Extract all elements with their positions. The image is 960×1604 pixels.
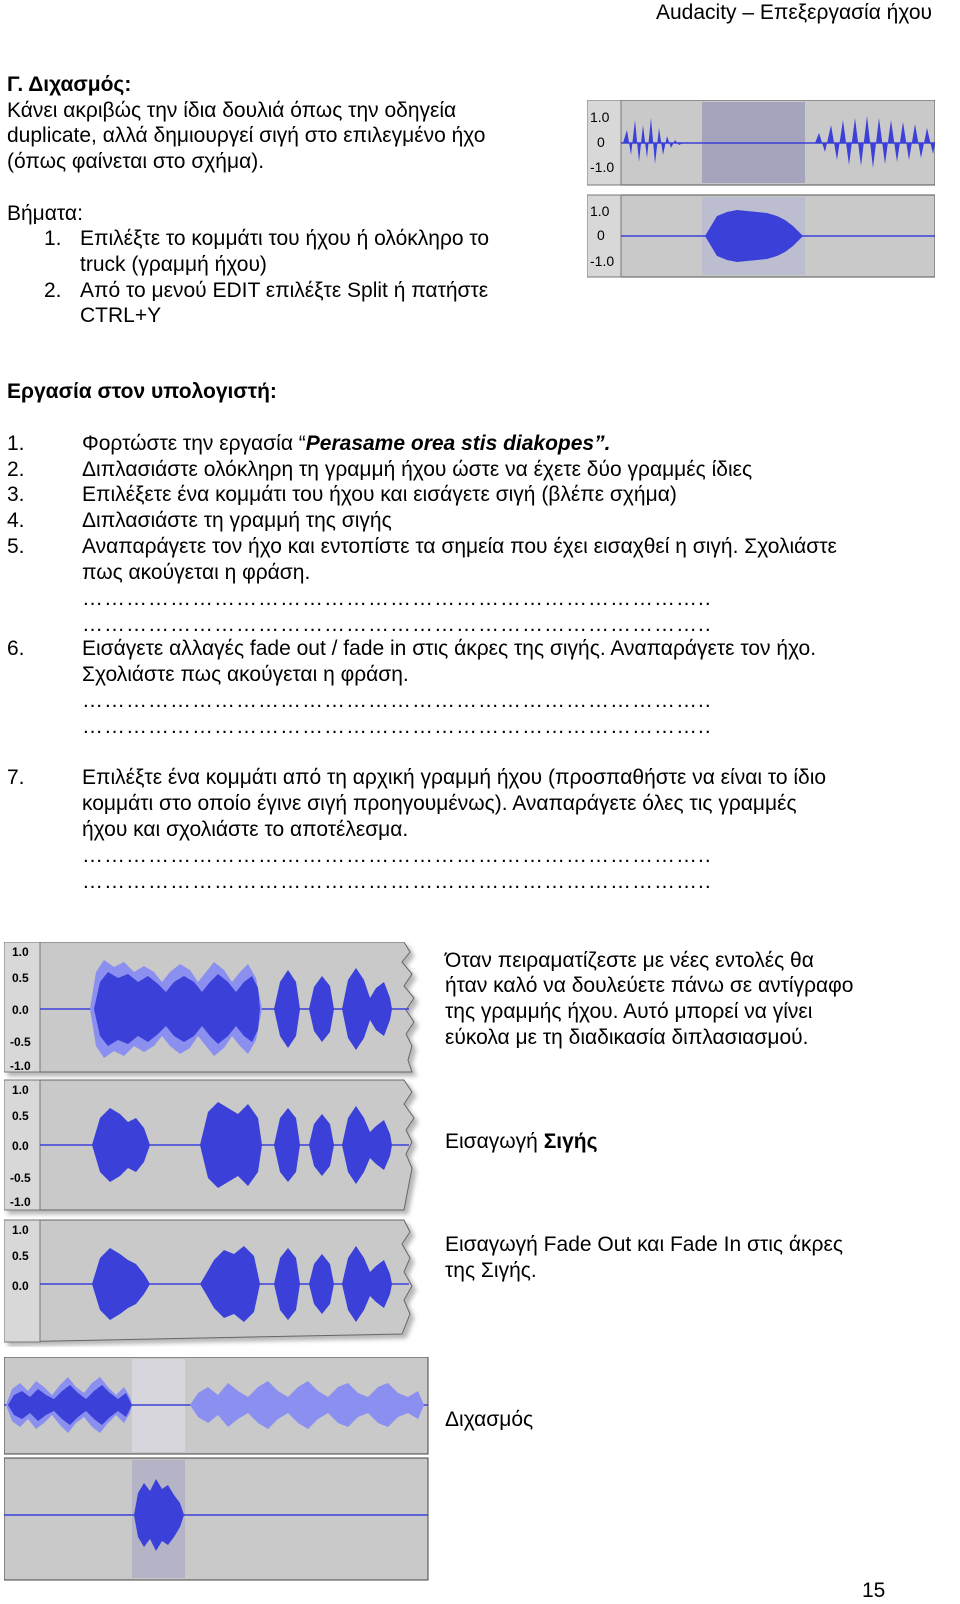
axis-tick: 0.5	[12, 971, 29, 985]
exercise-item-7-cont: ήχου και σχολιάστε το αποτέλεσμα.	[82, 818, 409, 841]
exercise-item-4: Διπλασιάστε τη γραμμή της σιγής	[82, 509, 392, 532]
axis-tick: -1.0	[10, 1059, 31, 1073]
exercise-item-6: Εισάγετε αλλαγές fade out / fade in στις άκρες της σιγής. Αναπαράγετε τον ήχο.	[82, 637, 817, 660]
step-text: Επιλέξτε το κομμάτι του ήχου ή ολόκληρο το	[80, 227, 490, 250]
section-desc-line: Κάνει ακριβώς την ίδια δουλιά όπως την οδηγεία	[7, 99, 457, 122]
exercise-item-6-cont: Σχολιάστε πως ακούγεται η φράση.	[82, 663, 409, 686]
note-caption-line: της γραμμής ήχου. Αυτό μπορεί να γίνει	[445, 1000, 813, 1023]
axis-tick: -1.0	[590, 253, 615, 269]
section-desc-line: (όπως φαίνεται στο σχήμα).	[7, 150, 265, 173]
axis-tick: 0.0	[12, 1279, 29, 1293]
fade-caption-line: της Σιγής.	[445, 1259, 537, 1282]
axis-tick: -0.5	[10, 1171, 31, 1185]
step-text: Από το μενού EDIT επιλέξτε Split ή πατήστε	[80, 279, 489, 302]
axis-tick: 1.0	[12, 1083, 29, 1097]
section-desc-line: duplicate, αλλά δημιουργεί σιγή στο επιλεγμένο ήχο	[7, 124, 486, 147]
item-number: 3.	[7, 483, 25, 506]
answer-dots: …………………………………………………………………………..	[82, 870, 712, 893]
axis-tick: 1.0	[12, 945, 29, 959]
waveform-tracks-illustration	[4, 942, 424, 1347]
axis-tick: -1.0	[10, 1195, 31, 1209]
fade-caption-line: Εισαγωγή Fade Out και Fade In στις άκρες	[445, 1233, 843, 1256]
exercise-item-1	[82, 431, 610, 457]
step-number: 2.	[44, 279, 62, 302]
axis-tick: -0.5	[10, 1035, 31, 1049]
split-tracks-illustration	[4, 1357, 430, 1582]
axis-tick: 0.0	[12, 1003, 29, 1017]
exercise-item-3: Επιλέξετε ένα κομμάτι του ήχου και εισάγετε σιγή (βλέπε σχήμα)	[82, 483, 677, 506]
axis-tick: 1.0	[590, 203, 610, 219]
step-text: CTRL+Y	[80, 304, 162, 327]
page-number: 15	[862, 1579, 886, 1602]
exercise-item-5-cont: πως ακούγεται η φράση.	[82, 561, 311, 584]
answer-dots: …………………………………………………………………………..	[82, 587, 712, 610]
answer-dots: …………………………………………………………………………..	[82, 844, 712, 867]
exercise-item-5: Αναπαράγετε τον ήχο και εντοπίστε τα σημεία που έχει εισαχθεί η σιγή. Σχολιάστε	[82, 535, 837, 558]
axis-tick: 1.0	[12, 1223, 29, 1237]
section-heading: Γ. Διχασμός:	[7, 73, 132, 96]
answer-dots: …………………………………………………………………………..	[82, 613, 712, 636]
axis-tick: 0.0	[12, 1139, 29, 1153]
item-number: 4.	[7, 509, 25, 532]
note-caption-line: εύκολα με τη διαδικασία διπλασιασμού.	[445, 1026, 809, 1049]
axis-tick: 0.5	[12, 1109, 29, 1123]
silence-caption-prefix: Εισαγωγή	[445, 1130, 544, 1153]
split-illustration	[587, 100, 935, 280]
axis-tick: 0.5	[12, 1249, 29, 1263]
silence-caption-bold: Σιγής	[543, 1130, 598, 1153]
item-number: 2.	[7, 458, 25, 481]
item-number: 6.	[7, 637, 25, 660]
silence-caption	[445, 1129, 598, 1155]
step-number: 1.	[44, 227, 62, 250]
exercise-item-7-cont: κομμάτι στο οποίο έγινε σιγή προηγουμένως). Αναπαράγετε όλες τις γραμμές	[82, 792, 797, 815]
note-caption-line: Όταν πειραματίζεστε με νέες εντολές θα	[445, 949, 814, 972]
axis-tick: 1.0	[590, 109, 610, 125]
steps-label: Βήματα:	[7, 202, 83, 225]
note-caption-line: ήταν καλό να δουλεύετε πάνω σε αντίγραφο	[445, 974, 854, 997]
step-text: truck (γραμμή ήχου)	[80, 253, 267, 276]
exercise-item-2: Διπλασιάστε ολόκληρη τη γραμμή ήχου ώστε να έχετε δύο γραμμές ίδιες	[82, 458, 753, 481]
item-text: Φορτώστε την εργασία “	[82, 432, 306, 455]
axis-tick: 0	[597, 134, 605, 150]
axis-tick: -1.0	[590, 159, 615, 175]
page-header-title: Audacity – Επεξεργασία ήχου	[655, 1, 932, 24]
exercise-heading: Εργασία στον υπολογιστή:	[7, 380, 277, 403]
answer-dots: …………………………………………………………………………..	[82, 715, 712, 738]
axis-tick: 0	[597, 227, 605, 243]
item-project-name: Perasame orea stis diakopes”.	[305, 432, 611, 455]
split-caption: Διχασμός	[445, 1408, 534, 1431]
item-number: 5.	[7, 535, 25, 558]
exercise-item-7: Επιλέξτε ένα κομμάτι από τη αρχική γραμμή ήχου (προσπαθήστε να είναι το ίδιο	[82, 766, 827, 789]
item-number: 1.	[7, 432, 25, 455]
answer-dots: …………………………………………………………………………..	[82, 689, 712, 712]
item-number: 7.	[7, 766, 25, 789]
